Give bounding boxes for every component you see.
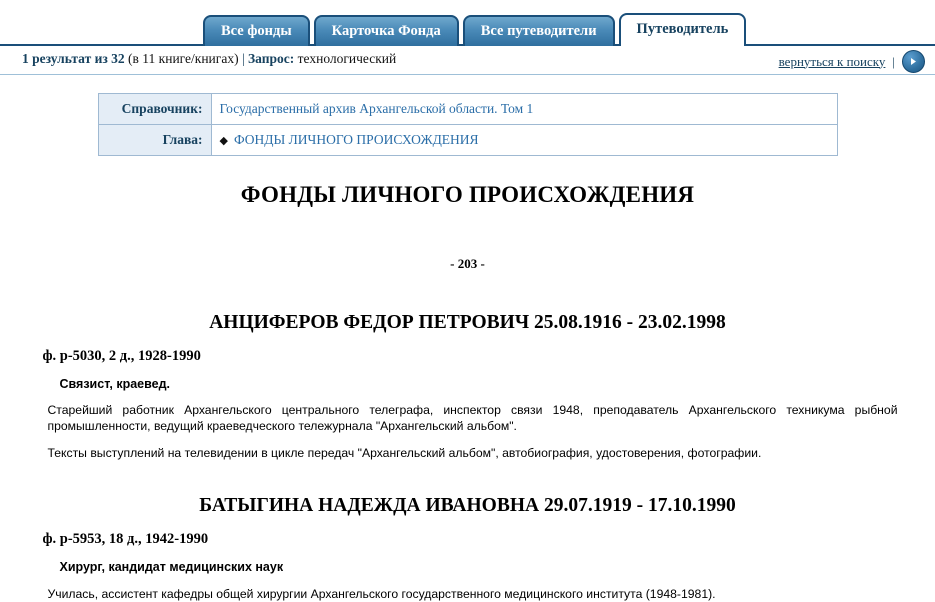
table-row-chapter (98, 125, 837, 156)
entry-paragraph: Старейший работник Архангельского центрального телеграфа, инспектор связи 1948, преподаватель Архангельского техникума рыбной промышленности, ведущий краеведческого тележурнала "Архангельский альбом". (47, 403, 898, 433)
tab-bar (0, 0, 935, 46)
entry-title: БАТЫГИНА НАДЕЖДА ИВАНОВНА 29.07.1919 - 17.10.1990 (199, 495, 736, 516)
document-body (28, 182, 908, 602)
result-divider: | (241, 51, 245, 66)
result-summary (22, 51, 396, 67)
query-value: технологический (297, 51, 397, 66)
entry-paragraph: Училась, ассистент кафедры общей хирургии Архангельского государственного медицинского института (1948-1981). (47, 587, 716, 601)
table-row-reference (98, 94, 837, 125)
entry-paragraph: Тексты выступлений на телевидении в цикле передач "Архангельский альбом", автобиография, удостоверения, фотографии. (47, 446, 762, 460)
tab-all-funds[interactable]: Все фонды (203, 15, 310, 46)
document-heading: ФОНДЫ ЛИЧНОГО ПРОИСХОЖДЕНИЯ (240, 182, 695, 207)
query-label: Запрос: (248, 51, 295, 66)
entry-2 (38, 495, 898, 602)
entry-title: АНЦИФЕРОВ ФЕДОР ПЕТРОВИЧ 25.08.1916 - 23.02.1998 (209, 312, 726, 333)
tab-fund-card[interactable]: Карточка Фонда (314, 15, 459, 46)
entry-1 (38, 312, 898, 461)
diamond-bullet-icon: ◆ (219, 135, 228, 147)
reference-label: Справочник: (98, 94, 211, 125)
chapter-value-cell[interactable] (211, 125, 837, 156)
entry-occupation: Хирург, кандидат медицинских наук (59, 560, 284, 574)
entry-fond: ф. р-5030, 2 д., 1928-1990 (42, 348, 201, 364)
page-number: - 203 - (450, 256, 485, 271)
entry-fond: ф. р-5953, 18 д., 1942-1990 (42, 531, 209, 547)
reference-info-table (98, 93, 838, 156)
tab-list (203, 13, 746, 46)
tab-guide[interactable]: Путеводитель (619, 13, 747, 46)
entry-occupation: Связист, краевед. (59, 377, 170, 391)
arrow-right-icon[interactable] (902, 50, 925, 73)
result-actions (779, 50, 925, 73)
chapter-label: Глава: (98, 125, 211, 156)
result-bar (0, 46, 935, 75)
tab-all-guides[interactable]: Все путеводители (463, 15, 615, 46)
chapter-value: ФОНДЫ ЛИЧНОГО ПРОИСХОЖДЕНИЯ (233, 132, 479, 147)
actions-separator: | (892, 53, 895, 69)
result-books: (в 11 книге/книгах) (128, 51, 239, 66)
reference-value: Государственный архив Архангельской области. Том 1 (211, 94, 837, 125)
back-to-search-link[interactable]: вернуться к поиску (778, 53, 886, 69)
result-count: 1 результат из 32 (22, 51, 125, 66)
